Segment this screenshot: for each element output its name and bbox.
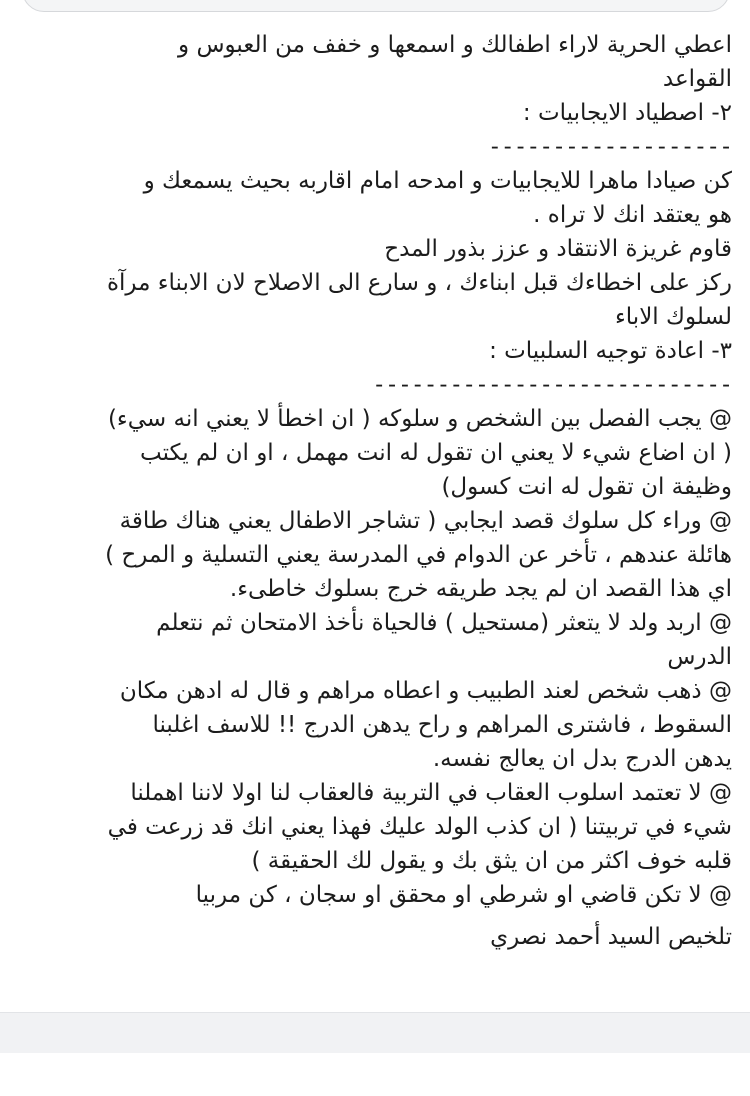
text-line: السقوط ، فاشترى المراهم و راح يدهن الدرج !! للاسف اغلبنا <box>152 712 732 738</box>
text-line: @ لا تكن قاضي او شرطي او محقق او سجان ، كن مربيا <box>195 882 732 908</box>
text-line: قلبه خوف اكثر من ان يثق بك و يقول لك الحقيقة ) <box>251 848 732 874</box>
text-line: قاوم غريزة الانتقاد و عزز بذور المدح <box>384 236 732 262</box>
text-line: @ اربد ولد لا يتعثر (مستحيل ) فالحياة نأخذ الامتحان ثم نتعلم <box>156 610 732 636</box>
text-line: يدهن الدرج بدل ان يعالج نفسه. <box>432 746 732 772</box>
text-line: شيء في تربيتنا ( ان كذب الولد عليك فهذا يعني انك قد زرعت في <box>107 814 732 840</box>
text-line: لسلوك الاباء <box>614 304 732 330</box>
divider-dashes: ------------------- <box>487 134 732 160</box>
author-signature: تلخيص السيد أحمد نصري <box>490 924 732 950</box>
text-line: القواعد <box>662 66 732 92</box>
text-line: ركز على اخطاءك قبل ابناءك ، و سارع الى الاصلاح لان الابناء مرآة <box>106 270 732 296</box>
text-line: @ ذهب شخص لعند الطبيب و اعطاه مراهم و قال له ادهن مكان <box>119 678 732 704</box>
text-line: وظيفة ان تقول له انت كسول) <box>441 474 732 500</box>
section-heading-3: ٣- اعادة توجيه السلبيات : <box>489 338 732 364</box>
text-line: @ يجب الفصل بين الشخص و سلوكه ( ان اخطأ لا يعني انه سيء) <box>107 406 732 432</box>
text-line: اي هذا القصد ان لم يجد طريقه خرج بسلوك خاطىء. <box>229 576 732 602</box>
post-text-body <box>18 28 732 954</box>
footer-band <box>0 1012 750 1053</box>
text-line: هو يعتقد انك لا تراه . <box>533 202 732 228</box>
section-heading-2: ٢- اصطياد الايجابيات : <box>522 100 732 126</box>
text-line: @ لا تعتمد اسلوب العقاب في التربية فالعقاب لنا اولا لاننا اهملنا <box>130 780 732 806</box>
text-line: كن صيادا ماهرا للايجابيات و امدحه امام اقاربه بحيث يسمعك و <box>143 168 732 194</box>
text-line: الدرس <box>667 644 732 670</box>
text-line: ( ان اضاع شيء لا يعني ان تقول له انت مهمل ، او ان لم يكتب <box>140 440 732 466</box>
previous-post-card-edge <box>22 0 730 12</box>
text-line: @ وراء كل سلوك قصد ايجابي ( تشاجر الاطفال يعني هناك طاقة <box>119 508 732 534</box>
text-line: هائلة عندهم ، تأخر عن الدوام في المدرسة يعني التسلية و المرح ) <box>105 542 732 568</box>
divider-dashes: ---------------------------- <box>372 372 732 398</box>
text-line: اعطي الحرية لاراء اطفالك و اسمعها و خفف من العبوس و <box>178 32 732 58</box>
